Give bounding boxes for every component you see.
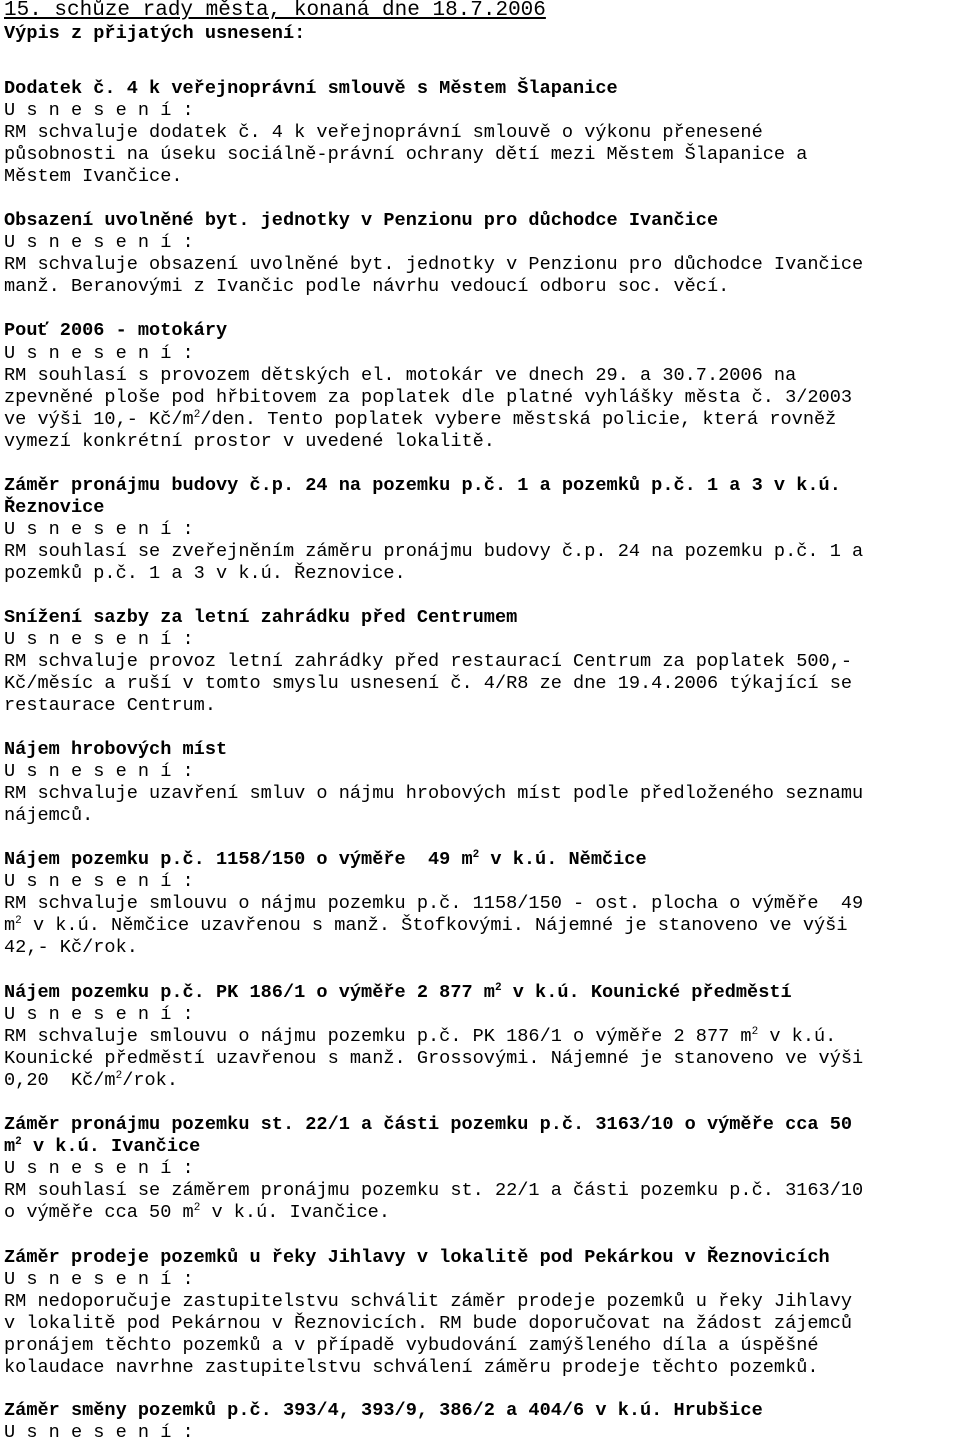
- item-text-line: RM schvaluje obsazení uvolněné byt. jednotky v Penzionu pro důchodce Ivančice: [4, 254, 864, 275]
- item-text-line: restaurace Centrum.: [4, 695, 217, 716]
- item-text-line: nájemců.: [4, 805, 94, 826]
- item-text-line: manž. Beranovými z Ivančic podle návrhu vedoucí odboru soc. věcí.: [4, 276, 730, 297]
- item-heading: Řeznovice: [4, 497, 105, 518]
- item-text-line: o výměře cca 50 $m^2$ v k.ú. Ivančice.: [4, 1202, 390, 1223]
- item-text-line: RM souhlasí se záměrem pronájmu pozemku st. 22/1 a části pozemku p.č. 3163/10: [4, 1180, 864, 1201]
- item-text-line: 42,- Kč/rok.: [4, 937, 138, 958]
- item-heading: Dodatek č. 4 k veřejnoprávní smlouvě s Městem Šlapanice: [4, 78, 618, 99]
- item-text-line: vymezí konkrétní prostor v uvedené lokalitě.: [4, 431, 495, 452]
- item-text-line: Městem Ivančice.: [4, 166, 183, 187]
- item-text-line: pronájem těchto pozemků a v případě vybudování zamýšleného díla a úspěšné: [4, 1335, 819, 1356]
- usneseni-label: U s n e s e n í :: [4, 343, 194, 364]
- usneseni-label: U s n e s e n í :: [4, 232, 194, 253]
- item-heading: Pouť 2006 - motokáry: [4, 320, 228, 341]
- item-text-line: zpevněné ploše pod hřbitovem za poplatek dle platné vyhlášky města č. 3/2003: [4, 387, 853, 408]
- item-text-line: v lokalitě pod Pekárnou v Řeznovicích. RM bude doporučovat na žádost zájemců: [4, 1313, 853, 1334]
- usneseni-label: U s n e s e n í :: [4, 629, 194, 650]
- item-text-line: 0,20 $Kč/m^2$/rok.: [4, 1070, 178, 1091]
- item-heading: Nájem pozemku p.č. PK 186/1 o výměře 2 877 $m^2$ v k.ú. Kounické předměstí: [4, 982, 792, 1003]
- item-text-line: RM schvaluje provoz letní zahrádky před restaurací Centrum za poplatek 500,-: [4, 651, 853, 672]
- usneseni-label: U s n e s e n í :: [4, 1004, 194, 1025]
- item-heading: Obsazení uvolněné byt. jednotky v Penzionu pro důchodce Ivančice: [4, 210, 719, 231]
- item-heading: Záměr pronájmu budovy č.p. 24 na pozemku p.č. 1 a pozemků p.č. 1 a 3 v k.ú.: [4, 475, 841, 496]
- item-text-line: RM schvaluje smlouvu o nájmu pozemku p.č. 1158/150 - ost. plocha o výměře 49: [4, 893, 864, 914]
- item-text-line: Kč/měsíc a ruší v tomto smyslu usnesení č. 4/R8 ze dne 19.4.2006 týkající se: [4, 673, 853, 694]
- item-text-line: RM nedoporučuje zastupitelstvu schválit záměr prodeje pozemků u řeky Jihlavy: [4, 1291, 853, 1312]
- page-subtitle: Výpis z přijatých usnesení:: [4, 23, 306, 44]
- item-text-line: pozemků p.č. 1 a 3 v k.ú. Řeznovice.: [4, 563, 406, 584]
- item-text-line: Kounické předměstí uzavřenou s manž. Grossovými. Nájemné je stanoveno ve výši: [4, 1048, 864, 1069]
- item-heading: Nájem pozemku p.č. 1158/150 o výměře 49 $m^2$ v k.ú. Němčice: [4, 849, 647, 870]
- usneseni-label: U s n e s e n í :: [4, 1269, 194, 1290]
- item-text-line: kolaudace navrhne zastupitelstvu schválení záměru prodeje těchto pozemků.: [4, 1357, 819, 1378]
- item-text-line: RM schvaluje uzavření smluv o nájmu hrobových míst podle předloženého seznamu: [4, 783, 864, 804]
- item-text-line: $m^2$ v k.ú. Němčice uzavřenou s manž. Štofkovými. Nájemné je stanoveno ve výši: [4, 915, 848, 936]
- item-text-line: RM souhlasí s provozem dětských el. motokár ve dnech 29. a 30.7.2006 na: [4, 365, 797, 386]
- item-heading: Záměr pronájmu pozemku st. 22/1 a části pozemku p.č. 3163/10 o výměře cca 50: [4, 1114, 853, 1135]
- item-heading: $m^2$ v k.ú. Ivančice: [4, 1136, 201, 1157]
- usneseni-label: U s n e s e n í :: [4, 871, 194, 892]
- item-text-line: ve výši 10,- $Kč/m^2$/den. Tento poplatek vybere městská policie, která rovněž: [4, 409, 837, 430]
- usneseni-label: U s n e s e n í :: [4, 1422, 194, 1443]
- usneseni-label: U s n e s e n í :: [4, 100, 194, 121]
- item-heading: Záměr prodeje pozemků u řeky Jihlavy v lokalitě pod Pekárkou v Řeznovicích: [4, 1247, 830, 1268]
- item-text-line: RM schvaluje dodatek č. 4 k veřejnoprávní smlouvě o výkonu přenesené: [4, 122, 763, 143]
- usneseni-label: U s n e s e n í :: [4, 761, 194, 782]
- item-heading: Snížení sazby za letní zahrádku před Centrumem: [4, 607, 518, 628]
- usneseni-label: U s n e s e n í :: [4, 1158, 194, 1179]
- page-title: 15. schůze rady města, konaná dne 18.7.2006: [4, 0, 546, 22]
- item-text-line: RM schvaluje smlouvu o nájmu pozemku p.č. PK 186/1 o výměře 2 877 $m^2$ v k.ú.: [4, 1026, 837, 1047]
- item-heading: Záměr směny pozemků p.č. 393/4, 393/9, 386/2 a 404/6 v k.ú. Hrubšice: [4, 1400, 763, 1421]
- usneseni-label: U s n e s e n í :: [4, 519, 194, 540]
- item-text-line: působnosti na úseku sociálně-právní ochrany dětí mezi Městem Šlapanice a: [4, 144, 808, 165]
- item-text-line: RM souhlasí se zveřejněním záměru pronájmu budovy č.p. 24 na pozemku p.č. 1 a: [4, 541, 864, 562]
- item-heading: Nájem hrobových míst: [4, 739, 228, 760]
